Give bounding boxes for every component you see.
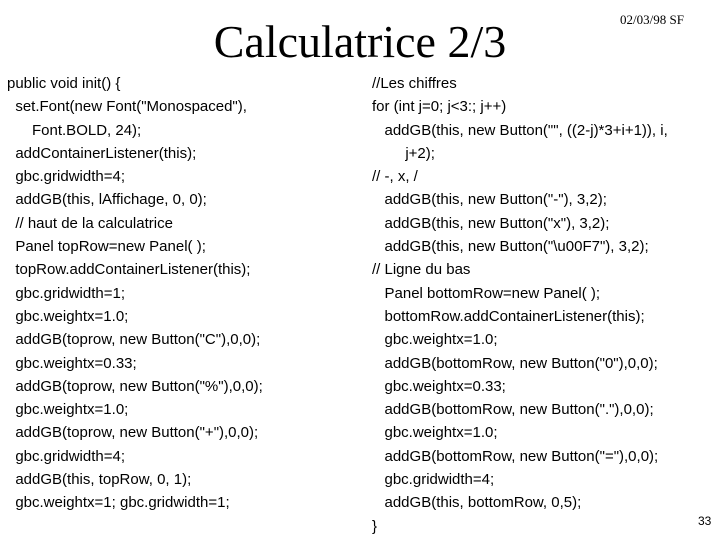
code-line: gbc.gridwidth=4; bbox=[372, 471, 495, 489]
code-line: addGB(this, bottomRow, 0,5); bbox=[372, 494, 582, 512]
code-line: topRow.addContainerListener(this); bbox=[7, 261, 251, 279]
slide-date: 02/03/98 SF bbox=[620, 12, 684, 27]
slide-title: Calculatrice 2/3 bbox=[213, 16, 507, 67]
code-line: gbc.weightx=0.33; bbox=[372, 377, 506, 395]
code-line: Font.BOLD, 24); bbox=[7, 121, 142, 139]
code-line: addGB(toprow, new Button("C"),0,0); bbox=[7, 331, 261, 349]
code-block-right bbox=[372, 72, 702, 538]
code-block-left bbox=[7, 72, 347, 515]
code-line: Panel topRow=new Panel( ); bbox=[7, 238, 206, 256]
code-line: addGB(this, lAffichage, 0, 0); bbox=[7, 191, 207, 209]
code-line: // Ligne du bas bbox=[372, 261, 471, 279]
code-line: addGB(this, new Button("-"), 3,2); bbox=[372, 191, 607, 209]
code-line: gbc.gridwidth=1; bbox=[7, 284, 125, 302]
code-line: bottomRow.addContainerListener(this); bbox=[372, 307, 645, 325]
code-line: public void init() { bbox=[7, 75, 121, 92]
code-line: addGB(this, new Button("x"), 3,2); bbox=[372, 214, 610, 232]
code-line: gbc.weightx=1.0; bbox=[372, 331, 498, 349]
code-line: addGB(this, new Button("\u00F7"), 3,2); bbox=[372, 238, 649, 256]
code-line: j+2); bbox=[372, 144, 435, 162]
code-line: gbc.weightx=0.33; bbox=[7, 354, 137, 372]
code-line: addGB(bottomRow, new Button("."),0,0); bbox=[372, 401, 654, 419]
code-line: // -, x, / bbox=[372, 168, 418, 186]
code-line: gbc.weightx=1.0; bbox=[7, 307, 129, 325]
code-line: gbc.weightx=1; gbc.gridwidth=1; bbox=[7, 494, 230, 512]
code-line: gbc.gridwidth=4; bbox=[7, 168, 125, 186]
page-number: 33 bbox=[698, 514, 712, 528]
code-line: addGB(this, topRow, 0, 1); bbox=[7, 471, 192, 489]
code-line: addGB(bottomRow, new Button("0"),0,0); bbox=[372, 354, 658, 372]
code-line: gbc.weightx=1.0; bbox=[7, 401, 129, 419]
code-line: // haut de la calculatrice bbox=[7, 214, 173, 232]
code-line: } bbox=[372, 517, 378, 535]
code-line: gbc.weightx=1.0; bbox=[372, 424, 498, 442]
code-line: addGB(bottomRow, new Button("="),0,0); bbox=[372, 447, 659, 465]
code-line: for (int j=0; j<3:; j++) bbox=[372, 98, 507, 116]
code-line: addGB(this, new Button("", ((2-j)*3+i+1)), i, bbox=[372, 121, 668, 139]
code-line: addGB(toprow, new Button("+"),0,0); bbox=[7, 424, 259, 442]
code-line: set.Font(new Font("Monospaced"), bbox=[7, 98, 247, 116]
code-line: //Les chiffres bbox=[372, 75, 457, 92]
code-line: addContainerListener(this); bbox=[7, 144, 197, 162]
code-line: Panel bottomRow=new Panel( ); bbox=[372, 284, 601, 302]
code-line: gbc.gridwidth=4; bbox=[7, 447, 125, 465]
code-line: addGB(toprow, new Button("%"),0,0); bbox=[7, 377, 263, 395]
